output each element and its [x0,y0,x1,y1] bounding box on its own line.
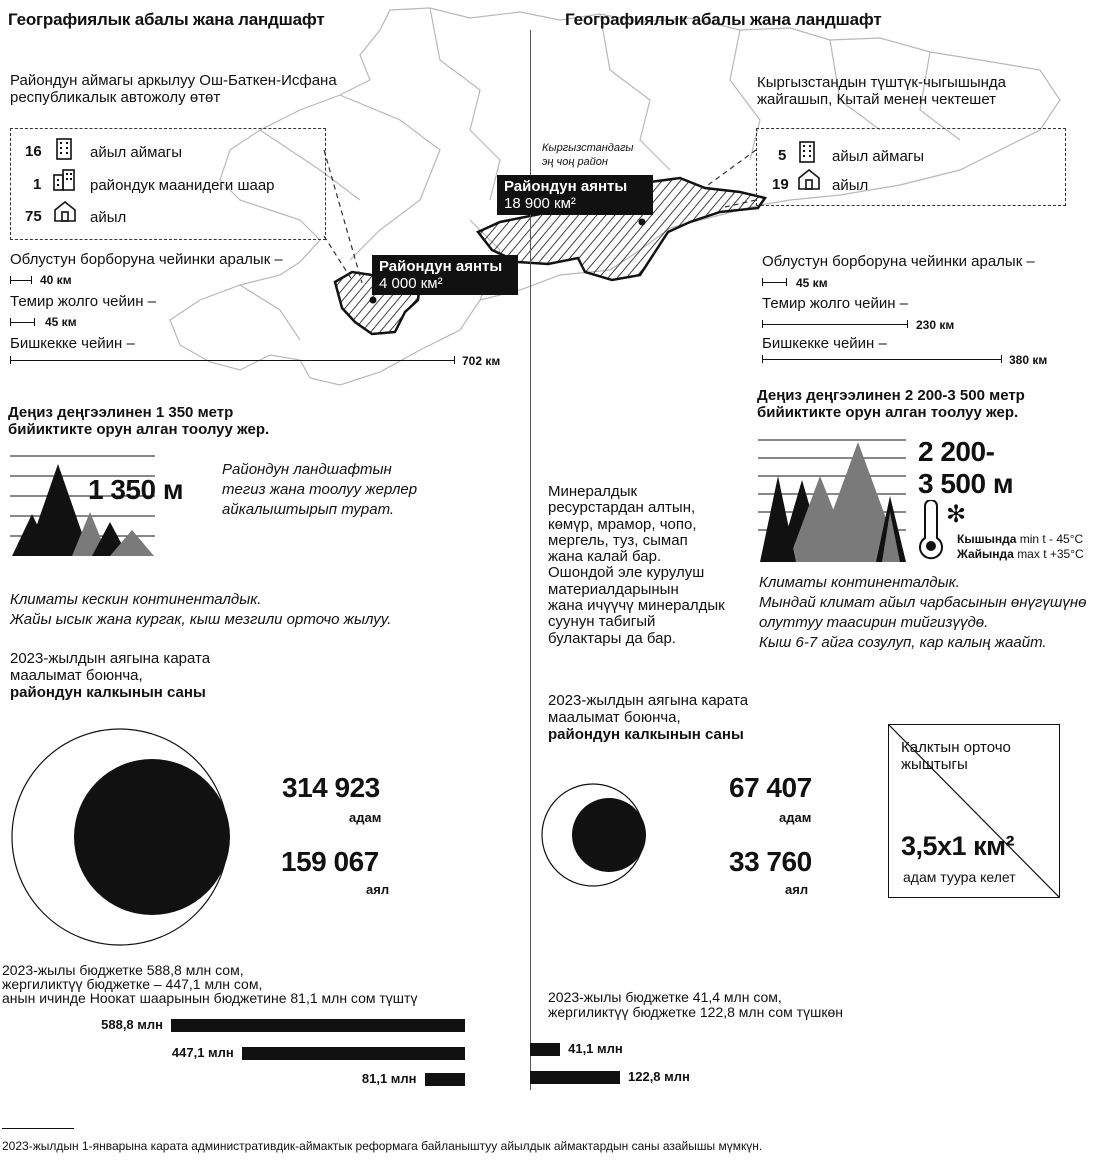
budget-bar [425,1073,465,1086]
minerals-line: Минералдык [548,483,638,500]
thermometer-icon [914,500,948,560]
right-mountains [758,436,908,564]
budget-bar-label: 41,1 млн [568,1041,623,1056]
left-dist-value: 40 км [40,273,72,287]
left-altitude-text: Деңиз деңгээлинен 1 350 метр бийиктикте орун алган тоолуу жер. [8,404,270,438]
density-title: Калктын орточо жыштыгы [901,739,1011,773]
left-admin-count: 75 [25,208,42,225]
left-admin-label: райондук маанидеги шаар [90,177,275,194]
minerals-line: мергель, туз, сымап [548,531,688,549]
right-population-women: 33 760 [729,846,812,877]
minerals-line: жана калай бар. [548,548,662,566]
left-population-circles [8,723,238,953]
left-population-total-unit: адам [349,810,382,825]
right-dist-value: 380 км [1009,353,1048,367]
right-admin-label: айыл аймагы [832,148,925,165]
left-dist-ruler [10,280,32,281]
right-population-caption: 2023-жылдын аягына карата маалымат боюнча, райондун калкынын саны [548,692,749,743]
snowflake-icon: ✻ [946,501,967,528]
minerals-line: булактары да бар. [548,629,676,647]
building-icon [55,138,73,160]
right-population-women-unit: аял [785,882,809,897]
budget-bar [530,1043,560,1056]
left-dist-label: Облустун борборуна чейинки аралык – [10,251,283,268]
right-population-total: 67 407 [729,772,812,803]
budget-bar-label: 588,8 млн [101,1017,163,1032]
footnote: 2023-жылдын 1-январына карата административдик-аймактык реформага байланыштуу айылдык аймактардын саны азайышы мүмкүн. [2,1139,763,1153]
right-area-callout: Райондун аянты 18 900 км² [497,175,653,215]
minerals-line: материалдарынын [548,580,679,598]
right-population-total-unit: адам [779,810,812,825]
budget-bar-label: 81,1 млн [361,1071,417,1086]
left-population-total: 314 923 [282,772,380,803]
minerals-line: жана ичүүчү минералдык [548,597,725,615]
right-admin-count: 19 [772,176,789,193]
right-dist-ruler [762,359,1002,360]
budget-bar [530,1071,620,1084]
left-population-women: 159 067 [281,846,379,877]
right-dist-value: 45 км [796,276,828,290]
budget-bar [242,1047,465,1060]
right-admin-box [756,128,1066,206]
left-dist-ruler [10,360,455,361]
house-icon [797,168,821,190]
right-budget-text: 2023-жылы бюджетке 41,4 млн сом, жергиликтүү бюджетке 122,8 млн сом түшкөн [548,989,843,1020]
left-admin-count: 1 [33,176,42,193]
minerals-line: көмүр, мрамор, чопо, [548,515,697,533]
left-population-caption: 2023-жылдын аягына карата маалымат боюнча, райондун калкынын саны [10,650,211,701]
budget-bar-label: 447,1 млн [171,1045,234,1060]
left-population-women-unit: аял [366,882,390,897]
city-icon [53,169,75,191]
density-value: 3,5x1 км² [901,831,1015,861]
left-dist-value: 702 км [462,354,501,368]
right-admin-label: айыл [832,177,869,194]
left-road-text: Райондун аймагы аркылуу Ош-Баткен-Исфана республикалык автожолу өтөт [10,72,337,106]
density-caption: адам туура келет [903,869,1016,885]
footnote-rule [2,1128,74,1129]
right-population-circles [540,780,650,890]
left-dist-label: Темир жолго чейин – [10,293,157,310]
left-dist-label: Бишкекке чейин – [10,335,135,352]
budget-bar [171,1019,465,1032]
left-admin-count: 16 [25,143,42,160]
right-admin-count: 5 [778,147,787,164]
left-title: Географиялык абалы жана ландшафт [8,10,325,29]
left-dist-ruler [10,322,35,323]
right-climate-text: Климаты континенталдык. Мындай климат айыл чарбасынын өнүгүшүнө олуттуу таасирин тийгизүүдө. Кыш 6-7 айга созулуп, кар калың жаайт. [759,574,1087,651]
right-dist-ruler [762,324,908,325]
left-area-callout: Райондун аянты 4 000 км² [372,255,518,295]
right-dist-label: Бишкекке чейин – [762,335,887,352]
density-box [888,724,1060,898]
left-budget-text: 2023-жылы бюджетке 588,8 млн сом, жергиликтүү бюджетке – 447,1 млн сом, анын ичинде Ноокат шаарынын бюджетине 81,1 млн сом түштү [2,962,418,1006]
right-altitude-text: Деңиз деңгээлинен 2 200-3 500 метр бийиктикте орун алган тоолуу жер. [757,387,1025,421]
right-dist-label: Темир жолго чейин – [762,295,909,312]
left-altitude-value: 1 350 м [88,474,184,505]
right-altitude-value: 2 200- 3 500 м [918,436,1014,499]
budget-bar-label: 122,8 млн [628,1069,690,1084]
left-dist-value: 45 км [45,315,77,329]
minerals-line: суунун табигый [548,613,656,631]
house-icon [53,200,77,222]
right-dist-ruler [762,282,787,283]
right-minerals-text [548,484,725,647]
left-admin-label: айыл аймагы [90,144,183,161]
left-admin-label: айыл [90,209,127,226]
right-largest-note: Кыргызстандагы эң чоң район [542,142,634,168]
minerals-line: Ошондой эле курулуш [548,564,705,582]
building-icon [798,141,816,163]
right-winter-temp: Кышында min t - 45°C [957,532,1084,546]
right-dist-label: Облустун борборуна чейинки аралык – [762,253,1035,270]
right-location-text: Кыргызстандын түштүк-чыгышында жайгашып, Кытай менен чектешет [757,74,1007,108]
minerals-line: ресурстардан алтын, [548,499,696,517]
right-summer-temp: Жайында max t +35°C [957,547,1084,561]
left-landscape-text: Райондун ландшафтын тегиз жана тоолуу жерлер айкалыштырып турат. [222,461,418,518]
left-climate-text: Климаты кескин континенталдык. Жайы ысык жана кургак, кыш мезгили орточо жылуу. [10,591,392,628]
right-dist-value: 230 км [916,318,955,332]
right-title: Географиялык абалы жана ландшафт [565,10,882,29]
